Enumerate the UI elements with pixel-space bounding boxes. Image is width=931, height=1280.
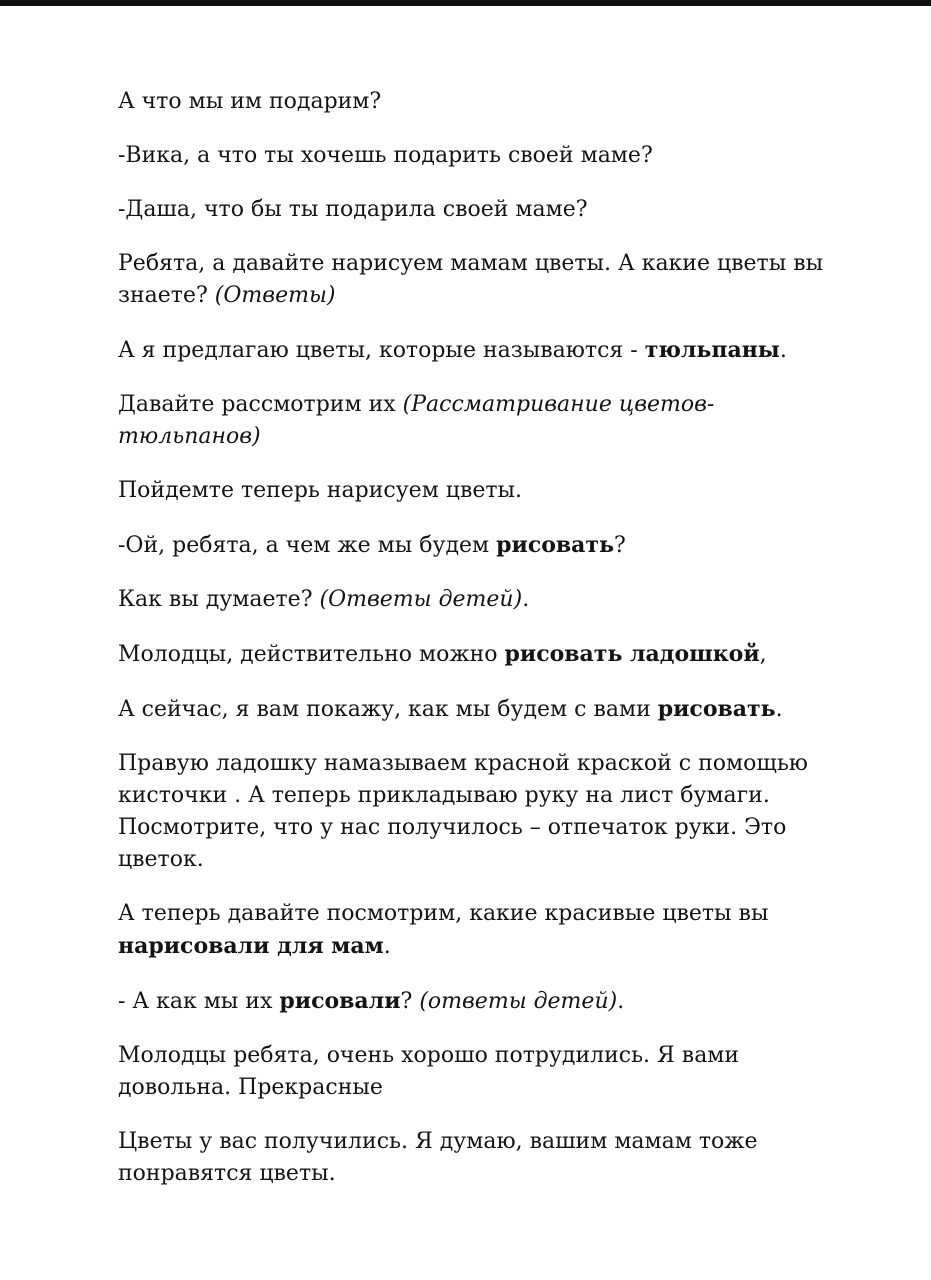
- bold-text: рисовать: [657, 696, 776, 722]
- scan-top-edge: [0, 0, 931, 6]
- text-segment: Молодцы ребята, очень хорошо потрудились. Я вами довольна. Прекрасные: [118, 1043, 740, 1100]
- paragraph: [118, 389, 848, 453]
- text-segment: .: [617, 989, 625, 1014]
- document-page: [118, 86, 848, 1212]
- text-segment: -Даша, что бы ты подарила своей маме?: [118, 197, 588, 222]
- paragraph: [118, 985, 848, 1018]
- bold-text: рисовали: [279, 988, 401, 1014]
- text-segment: -Вика, а что ты хочешь подарить своей маме?: [118, 143, 653, 168]
- text-segment: .: [522, 587, 530, 612]
- text-segment: .: [779, 338, 787, 363]
- paragraph: [118, 748, 848, 876]
- paragraph: [118, 194, 848, 226]
- text-segment: ,: [759, 642, 767, 667]
- text-segment: ?: [400, 989, 420, 1014]
- text-segment: А сейчас, я вам покажу, как мы будем с вами: [118, 697, 658, 722]
- text-segment: .: [383, 934, 391, 959]
- text-segment: А теперь давайте посмотрим, какие красивые цветы вы: [118, 901, 769, 926]
- paragraph: [118, 584, 848, 616]
- text-segment: Молодцы, действительно можно: [118, 642, 505, 667]
- paragraph: [118, 140, 848, 172]
- italic-text: (ответы детей): [419, 989, 618, 1014]
- text-segment: А что мы им подарим?: [118, 89, 382, 114]
- paragraph: [118, 1040, 848, 1104]
- paragraph: [118, 529, 848, 562]
- text-segment: А я предлагаю цветы, которые называются -: [118, 338, 645, 363]
- paragraph: [118, 86, 848, 118]
- paragraph: [118, 475, 848, 507]
- paragraph: [118, 693, 848, 726]
- text-segment: Как вы думаете?: [118, 587, 320, 612]
- text-segment: Цветы у вас получились. Я думаю, вашим мамам тоже понравятся цветы.: [118, 1129, 758, 1186]
- paragraph: [118, 638, 848, 671]
- paragraph: [118, 334, 848, 367]
- text-segment: Правую ладошку намазываем красной краской с помощью кисточки . А теперь прикладываю руку на лист бумаги. Посмотрите, что у нас получилось – отпечаток руки. Это цветок.: [118, 751, 808, 872]
- text-segment: Ребята, а давайте нарисуем мамам цветы. А какие цветы вы знаете?: [118, 251, 824, 308]
- text-segment: ?: [614, 533, 626, 558]
- text-segment: .: [775, 697, 783, 722]
- text-segment: - А как мы их: [118, 989, 280, 1014]
- text-segment: Пойдемте теперь нарисуем цветы.: [118, 478, 523, 503]
- bold-text: нарисовали для мам: [118, 933, 384, 959]
- bold-text: рисовать ладошкой: [504, 641, 760, 667]
- italic-text: (Ответы детей): [319, 587, 523, 612]
- bold-text: рисовать: [496, 532, 614, 558]
- paragraph: [118, 1126, 848, 1190]
- bold-text: тюльпаны: [644, 337, 780, 363]
- text-segment: Давайте рассмотрим их: [118, 392, 403, 417]
- italic-text: (Рассматривание цветов-тюльпанов): [118, 392, 715, 449]
- paragraph: [118, 248, 848, 312]
- italic-text: (Ответы): [214, 283, 336, 308]
- text-segment: -Ой, ребята, а чем же мы будем: [118, 533, 497, 558]
- paragraph: [118, 898, 848, 963]
